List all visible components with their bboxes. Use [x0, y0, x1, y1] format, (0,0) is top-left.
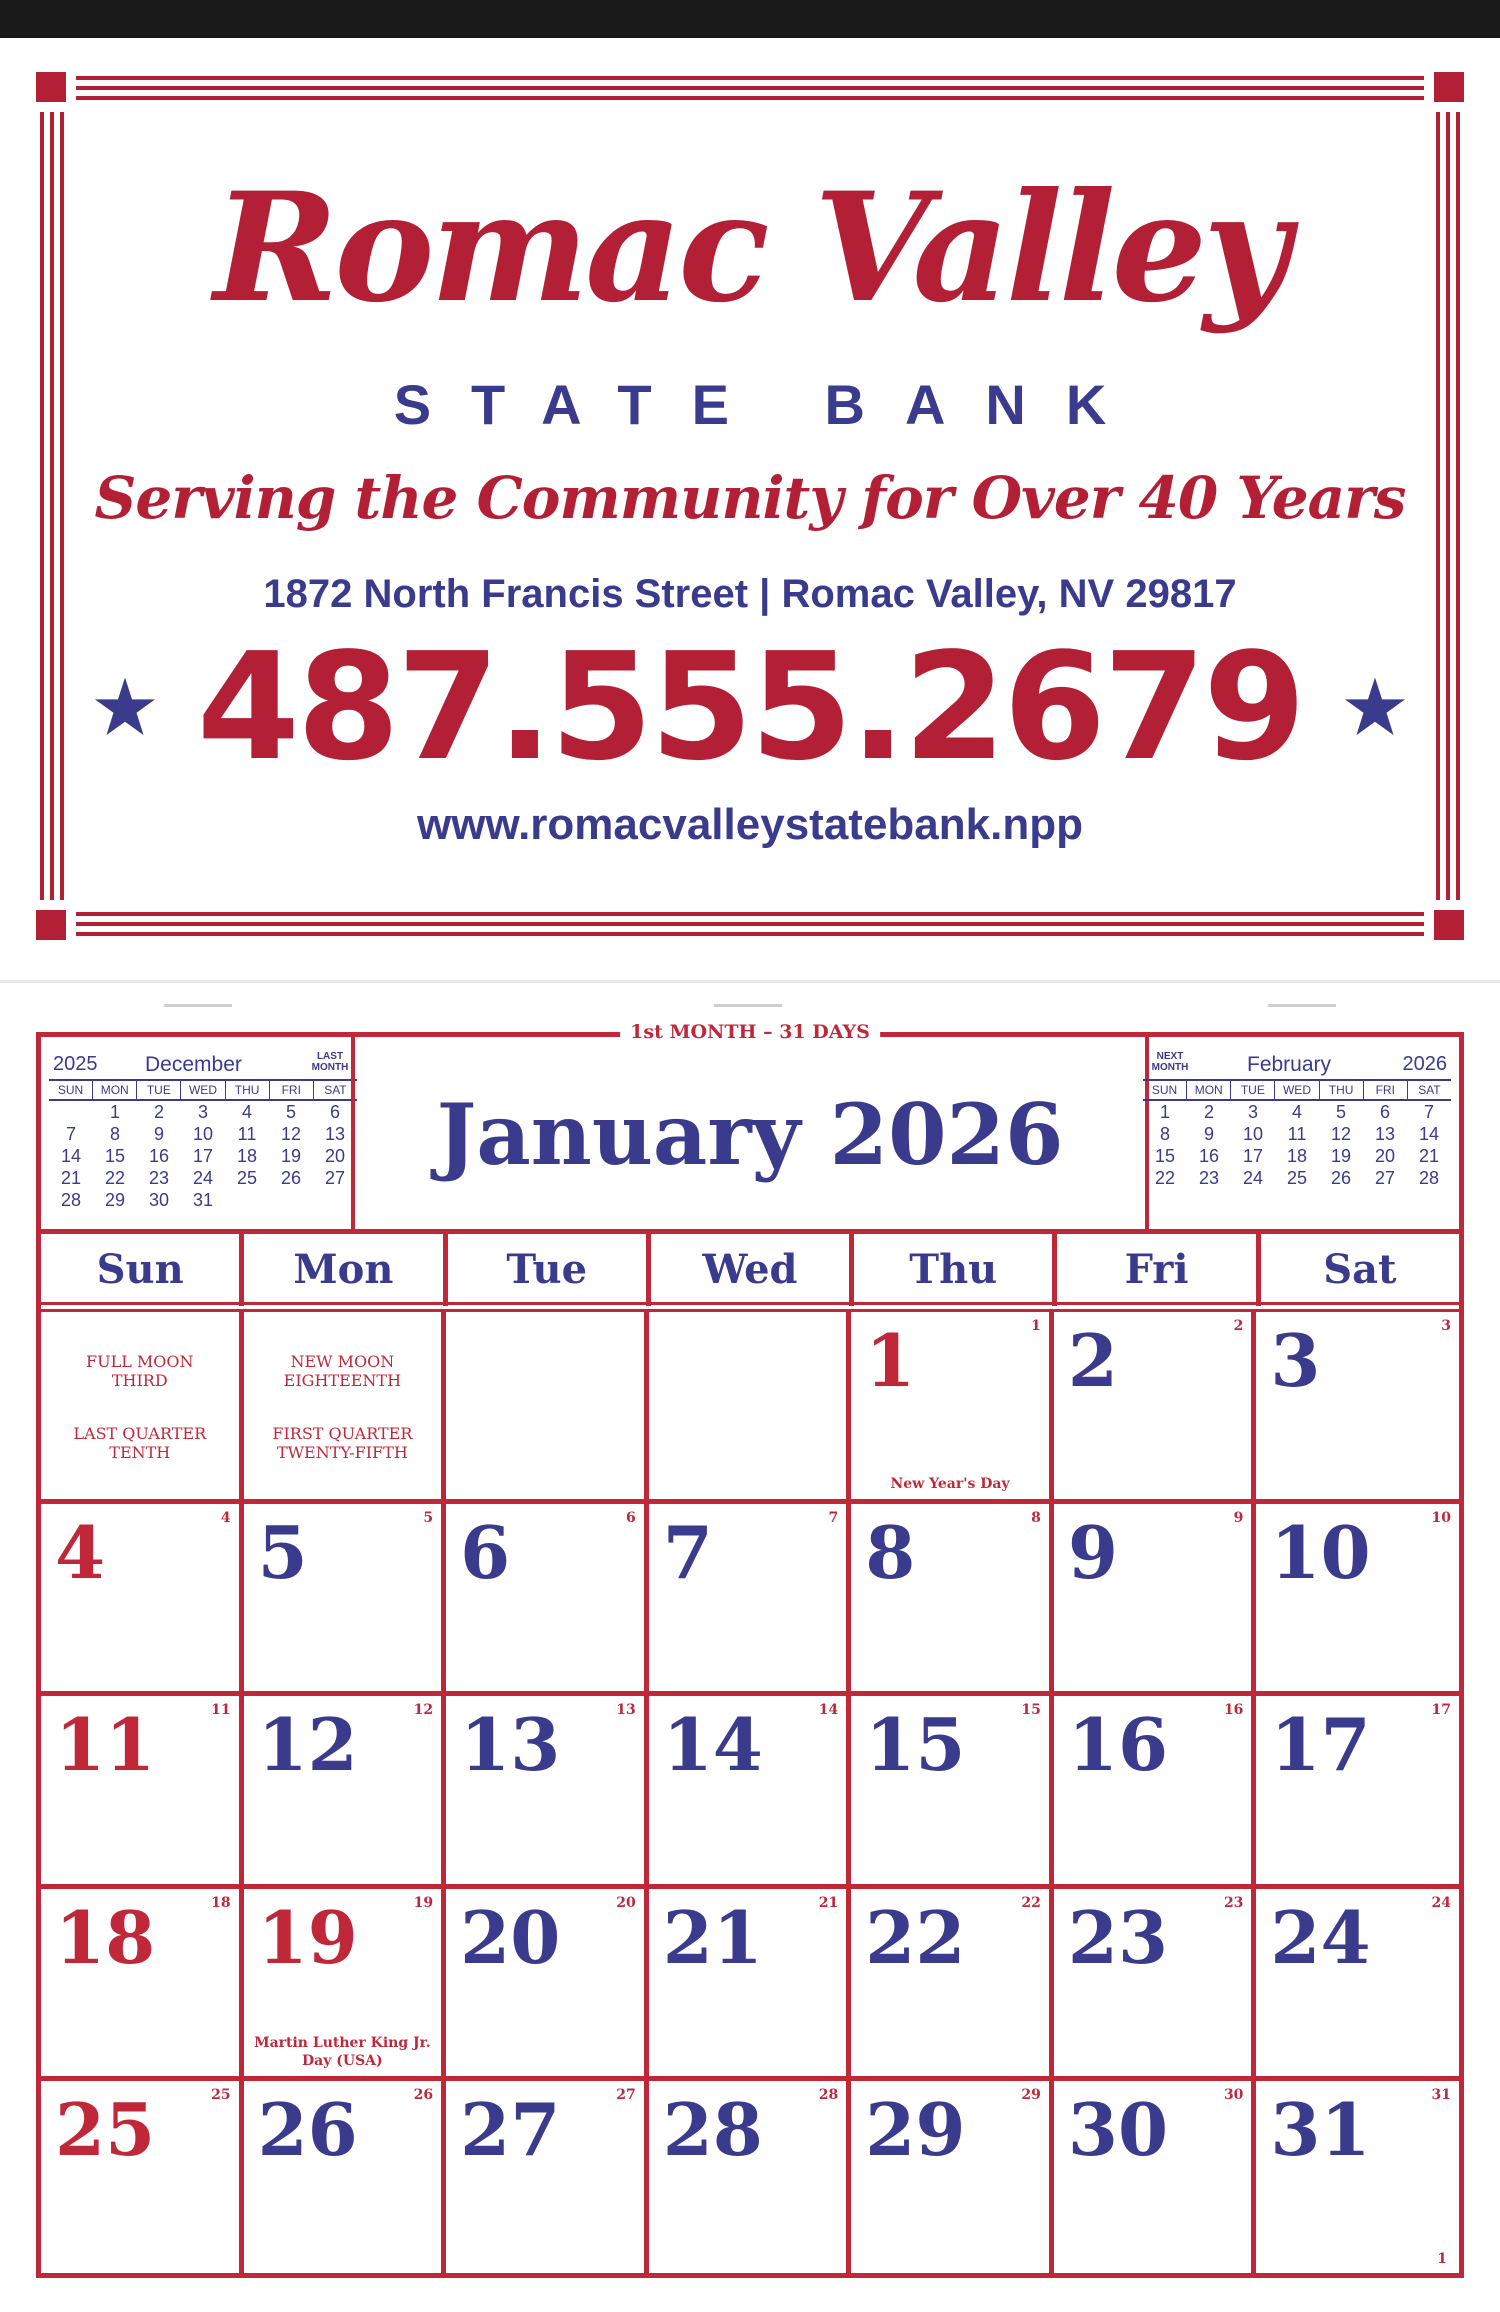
- frame-line: [76, 922, 1424, 926]
- frame-corner: [36, 910, 66, 940]
- mini-day: 10: [1242, 1124, 1264, 1144]
- day-of-year: 31: [1431, 2086, 1451, 2103]
- frame-line: [76, 76, 1424, 80]
- day-cell[interactable]: [446, 1312, 649, 1504]
- mini-year: 2025: [53, 1053, 98, 1075]
- mini-day: 27: [1374, 1168, 1396, 1188]
- day-number: 21: [662, 1894, 763, 1980]
- day-cell[interactable]: [446, 1504, 649, 1696]
- day-number: 12: [257, 1702, 358, 1788]
- mini-dow: THU: [1320, 1081, 1364, 1099]
- mini-week-row: [1143, 1101, 1451, 1123]
- day-number: 11: [55, 1702, 156, 1788]
- day-cell[interactable]: [41, 2081, 244, 2273]
- day-number: 6: [460, 1510, 511, 1596]
- mini-day: 28: [60, 1190, 82, 1210]
- month-label: 1st MONTH – 31 DAYS: [620, 1021, 880, 1043]
- mini-day: 23: [148, 1168, 170, 1188]
- mini-day: 30: [148, 1190, 170, 1210]
- day-cell[interactable]: [244, 2081, 447, 2273]
- star-icon: [1343, 675, 1407, 739]
- mini-calendar-next: [1143, 1045, 1451, 1225]
- mini-day: 25: [1286, 1168, 1308, 1188]
- mini-week-row: [49, 1101, 357, 1123]
- mini-tag: LAST MONTH: [311, 1051, 349, 1073]
- mini-dow: FRI: [270, 1081, 314, 1099]
- mini-day: 11: [1287, 1124, 1307, 1144]
- day-number: 16: [1067, 1702, 1169, 1788]
- day-of-year: 19: [413, 1894, 434, 1911]
- day-of-year: 10: [1431, 1510, 1451, 1527]
- mini-dow: WED: [1275, 1081, 1319, 1099]
- mini-day: 14: [1418, 1124, 1440, 1144]
- mini-day: 14: [60, 1146, 82, 1166]
- day-header: Sun: [41, 1234, 244, 1306]
- day-of-year: 8: [1031, 1510, 1041, 1527]
- day-of-year: 4: [220, 1510, 231, 1527]
- day-cell[interactable]: [244, 1696, 447, 1888]
- mini-day: 2: [1203, 1102, 1214, 1122]
- mini-day: 4: [241, 1102, 252, 1122]
- moon-phase: NEW MOON EIGHTEENTH: [283, 1352, 402, 1390]
- mini-day: 21: [1418, 1146, 1440, 1166]
- day-number: 7: [662, 1510, 713, 1596]
- day-of-year: 6: [625, 1510, 636, 1527]
- mini-day: 27: [324, 1168, 346, 1188]
- day-of-year: 14: [818, 1702, 839, 1719]
- day-cell[interactable]: [446, 1696, 649, 1888]
- mini-week-row: [49, 1123, 357, 1145]
- mini-day: 7: [65, 1124, 76, 1144]
- day-of-year: 30: [1223, 2086, 1244, 2103]
- mini-dow: SUN: [1143, 1081, 1187, 1099]
- day-number: 31: [1270, 2086, 1371, 2172]
- band-line: [41, 1302, 1459, 1312]
- frame-corner: [1434, 910, 1464, 940]
- mini-day: 18: [1286, 1146, 1308, 1166]
- day-of-year: 24: [1431, 1894, 1451, 1911]
- day-number: 4: [55, 1510, 106, 1596]
- mini-day: [49, 1101, 93, 1123]
- mini-week-row: [49, 1189, 357, 1211]
- day-number: 14: [662, 1702, 763, 1788]
- day-cell[interactable]: [649, 1889, 852, 2081]
- day-cell[interactable]: [1054, 2081, 1257, 2273]
- day-number: 18: [55, 1894, 156, 1980]
- holiday-label: Martin Luther King Jr. Day (USA): [254, 2034, 431, 2069]
- mini-weeks: [1143, 1101, 1451, 1189]
- mini-month-name: December: [145, 1053, 242, 1076]
- day-cell[interactable]: [1054, 1696, 1257, 1888]
- mini-dow: SAT: [324, 1083, 347, 1097]
- mini-day: 2: [153, 1102, 164, 1122]
- day-number: 19: [257, 1894, 358, 1980]
- mini-day: 12: [280, 1124, 302, 1144]
- day-of-year: 17: [1431, 1702, 1451, 1719]
- day-of-year: 27: [616, 2086, 636, 2103]
- mini-day: 29: [104, 1190, 126, 1210]
- mini-dow-row: [1143, 1079, 1451, 1101]
- mini-day: 15: [104, 1146, 126, 1166]
- day-of-year: 26: [413, 2086, 434, 2103]
- day-of-year: 1: [1031, 1318, 1041, 1334]
- bank-subtitle: STATE BANK: [393, 373, 1147, 436]
- star-icon: [93, 675, 157, 739]
- day-of-week-row: [41, 1234, 1459, 1306]
- mini-dow: SUN: [49, 1081, 93, 1099]
- hanger-mark: [164, 1004, 232, 1007]
- mini-day: 9: [153, 1124, 164, 1144]
- day-number: 3: [1270, 1318, 1321, 1403]
- mini-day: [225, 1189, 269, 1211]
- mini-day: 18: [236, 1146, 258, 1166]
- day-of-year: 15: [1021, 1702, 1041, 1719]
- page-divider: [0, 980, 1500, 983]
- frame-line: [76, 932, 1424, 936]
- mini-dow-row: [49, 1079, 357, 1101]
- day-cell[interactable]: [244, 1312, 447, 1504]
- day-of-year: 29: [1021, 2086, 1041, 2103]
- mini-day: 31: [192, 1190, 214, 1210]
- mini-day: 17: [192, 1146, 214, 1166]
- mini-day: 12: [1330, 1124, 1352, 1144]
- day-cell[interactable]: [649, 2081, 852, 2273]
- day-number: 24: [1270, 1894, 1371, 1980]
- day-cell[interactable]: [1054, 1504, 1257, 1696]
- mini-day: 5: [1335, 1102, 1346, 1122]
- mini-day: 19: [280, 1146, 302, 1166]
- frame-line: [76, 912, 1424, 916]
- day-cell[interactable]: [851, 1504, 1054, 1696]
- day-header: Mon: [244, 1234, 447, 1306]
- tagline: Serving the Community for Over 40 Years: [94, 464, 1406, 532]
- mini-dow: TUE: [137, 1081, 181, 1099]
- mini-day: 16: [148, 1146, 170, 1166]
- day-of-year: 20: [616, 1894, 636, 1911]
- mini-day: 1: [109, 1102, 120, 1122]
- day-number: 30: [1067, 2086, 1169, 2172]
- day-cell[interactable]: [41, 1889, 244, 2081]
- calendar: [36, 1021, 1464, 2278]
- mini-day: 6: [329, 1102, 340, 1122]
- bank-advertisement: [36, 72, 1464, 940]
- day-of-year: 5: [423, 1510, 434, 1527]
- day-of-year: 3: [1441, 1318, 1451, 1334]
- day-cell[interactable]: [446, 2081, 649, 2273]
- day-of-year: 11: [211, 1702, 231, 1719]
- phone-number[interactable]: 487.555.2679: [196, 621, 1304, 793]
- day-cell[interactable]: [649, 1312, 852, 1504]
- mini-day: 21: [60, 1168, 82, 1188]
- day-of-year: 2: [1233, 1318, 1244, 1334]
- day-cell[interactable]: [244, 1504, 447, 1696]
- day-number: 25: [55, 2086, 156, 2172]
- day-of-year: 13: [616, 1702, 636, 1719]
- day-number: 13: [460, 1702, 561, 1788]
- day-header: Thu: [854, 1234, 1057, 1306]
- mini-week-row: [49, 1145, 357, 1167]
- mini-day: 5: [285, 1102, 296, 1122]
- mini-day: 8: [1159, 1124, 1170, 1144]
- day-cell[interactable]: [1256, 1504, 1459, 1696]
- mini-day: 22: [1154, 1168, 1176, 1188]
- month-title: January 2026: [436, 1085, 1064, 1184]
- mini-week-row: [1143, 1123, 1451, 1145]
- day-of-year: 12: [413, 1702, 434, 1719]
- day-number: 10: [1270, 1510, 1371, 1596]
- mini-day: 25: [236, 1168, 258, 1188]
- page-number: 1: [1437, 2250, 1447, 2267]
- day-cell[interactable]: [41, 1312, 244, 1504]
- moon-phase: FIRST QUARTER TWENTY-FIFTH: [272, 1424, 413, 1462]
- mini-day: 9: [1203, 1124, 1214, 1144]
- day-of-year: 22: [1021, 1894, 1041, 1911]
- mini-day: 3: [1247, 1102, 1258, 1122]
- mini-day: [269, 1189, 313, 1211]
- day-grid: [41, 1312, 1459, 2273]
- day-cell[interactable]: [649, 1504, 852, 1696]
- mini-day: 26: [280, 1168, 302, 1188]
- day-cell[interactable]: [244, 1889, 447, 2081]
- day-of-year: 18: [211, 1894, 231, 1911]
- mini-week-row: [49, 1167, 357, 1189]
- mini-day: 20: [324, 1146, 346, 1166]
- day-header: Tue: [448, 1234, 651, 1306]
- bank-name: Romac Valley: [213, 160, 1287, 336]
- top-bar: [0, 0, 1500, 38]
- day-header: Wed: [651, 1234, 854, 1306]
- day-header: Fri: [1057, 1234, 1260, 1306]
- phone-row: [36, 621, 1464, 793]
- day-cell[interactable]: [446, 1889, 649, 2081]
- mini-day: 7: [1423, 1102, 1434, 1122]
- mini-dow: THU: [226, 1081, 270, 1099]
- day-number: 28: [662, 2086, 763, 2172]
- day-header: Sat: [1323, 1246, 1397, 1293]
- hanger-mark: [714, 1004, 782, 1007]
- day-number: 29: [865, 2086, 966, 2172]
- day-number: 15: [865, 1702, 966, 1788]
- mini-day: 10: [192, 1124, 214, 1144]
- day-of-year: 28: [818, 2086, 839, 2103]
- mini-day: 3: [197, 1102, 208, 1122]
- day-of-year: 23: [1223, 1894, 1244, 1911]
- day-number: 17: [1270, 1702, 1371, 1788]
- mini-week-row: [1143, 1145, 1451, 1167]
- mini-day: 8: [109, 1124, 120, 1144]
- hanger-mark: [1268, 1004, 1336, 1007]
- mini-separator: [351, 1037, 355, 1229]
- day-cell[interactable]: [41, 1504, 244, 1696]
- mini-dow: MON: [1187, 1081, 1231, 1099]
- day-cell[interactable]: [1054, 1889, 1257, 2081]
- day-cell[interactable]: [1256, 1312, 1459, 1504]
- day-of-year: 16: [1223, 1702, 1244, 1719]
- holiday-label: New Year's Day: [890, 1476, 1010, 1493]
- mini-day: 16: [1198, 1146, 1220, 1166]
- mini-day: 11: [237, 1124, 257, 1144]
- mini-day: 13: [1374, 1124, 1396, 1144]
- mini-day: 26: [1330, 1168, 1352, 1188]
- day-number: 20: [460, 1894, 561, 1980]
- mini-day: 1: [1159, 1102, 1170, 1122]
- mini-dow: WED: [181, 1081, 225, 1099]
- day-cell[interactable]: [851, 2081, 1054, 2273]
- day-number: 2: [1067, 1318, 1118, 1403]
- moon-phase: FULL MOON THIRD: [86, 1352, 194, 1390]
- mini-calendar-prev: [49, 1045, 357, 1225]
- day-of-year: 7: [828, 1510, 839, 1527]
- day-of-year: 9: [1233, 1510, 1244, 1527]
- day-cell[interactable]: [851, 1889, 1054, 2081]
- mini-day: 4: [1291, 1102, 1302, 1122]
- day-number: 27: [460, 2086, 561, 2172]
- day-number: 1: [865, 1318, 916, 1403]
- mini-day: 24: [192, 1168, 214, 1188]
- day-number: 5: [257, 1510, 308, 1596]
- day-cell[interactable]: [851, 1312, 1054, 1504]
- mini-day: 23: [1198, 1168, 1220, 1188]
- mini-month-name: February: [1247, 1053, 1332, 1076]
- frame-line: [76, 86, 1424, 90]
- mini-year: 2026: [1402, 1053, 1447, 1075]
- day-of-year: 21: [818, 1894, 839, 1911]
- mini-day: 20: [1374, 1146, 1396, 1166]
- mini-day: 22: [104, 1168, 126, 1188]
- mini-day: 13: [324, 1124, 346, 1144]
- day-cell[interactable]: [1256, 1696, 1459, 1888]
- bank-address: 1872 North Francis Street | Romac Valley, NV 29817: [263, 572, 1237, 616]
- mini-dow: MON: [93, 1081, 137, 1099]
- mini-day: 15: [1154, 1146, 1176, 1166]
- moon-phase: LAST QUARTER TENTH: [73, 1424, 207, 1462]
- mini-day: 28: [1418, 1168, 1440, 1188]
- mini-tag: NEXT MONTH: [1151, 1051, 1189, 1073]
- day-cell[interactable]: [649, 1696, 852, 1888]
- mini-day: 17: [1242, 1146, 1264, 1166]
- mini-dow: TUE: [1231, 1081, 1275, 1099]
- mini-dow: SAT: [1418, 1083, 1441, 1097]
- mini-week-row: [1143, 1167, 1451, 1189]
- day-number: 26: [257, 2086, 358, 2172]
- day-cell[interactable]: [41, 1696, 244, 1888]
- mini-day: 24: [1242, 1168, 1264, 1188]
- frame-corner: [36, 72, 66, 102]
- mini-day: 19: [1330, 1146, 1352, 1166]
- frame-line: [76, 96, 1424, 100]
- day-cell[interactable]: [1256, 2081, 1459, 2273]
- frame-corner: [1434, 72, 1464, 102]
- day-number: 23: [1067, 1894, 1169, 1980]
- day-number: 22: [865, 1894, 966, 1980]
- day-cell[interactable]: [851, 1696, 1054, 1888]
- mini-day: 6: [1379, 1102, 1390, 1122]
- day-number: 8: [865, 1510, 916, 1596]
- mini-dow: FRI: [1364, 1081, 1408, 1099]
- day-cell[interactable]: [1054, 1312, 1257, 1504]
- day-cell[interactable]: [1256, 1889, 1459, 2081]
- day-number: 9: [1067, 1510, 1118, 1596]
- day-of-year: 25: [211, 2086, 231, 2103]
- mini-weeks: [49, 1101, 357, 1211]
- website-link[interactable]: www.romacvalleystatebank.npp: [417, 800, 1083, 849]
